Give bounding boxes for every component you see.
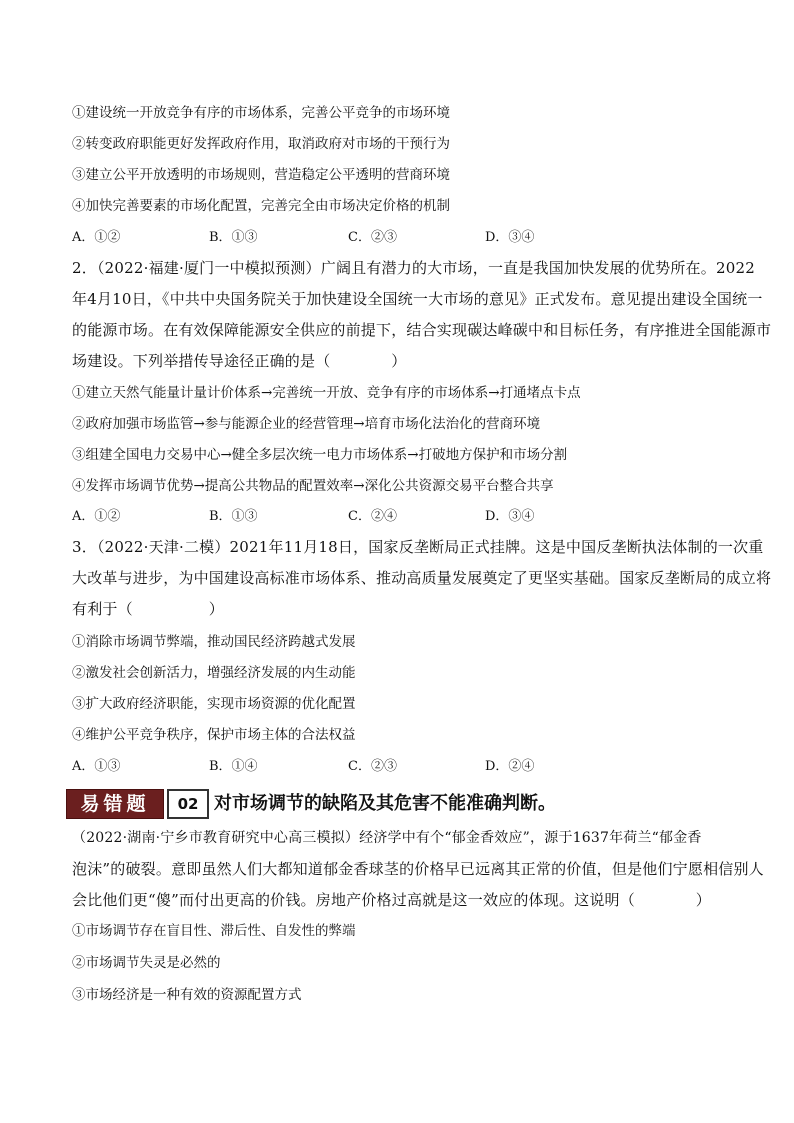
choice-c[interactable]: C．②③ <box>348 759 397 774</box>
question-text: 年4月10日，《中共中央国务院关于加快建设全国统一大市场的意见》正式发布。意见提出建设全国统一 <box>72 290 763 308</box>
option-line: ①建设统一开放竞争有序的市场体系，完善公平竞争的市场环境 <box>72 105 450 121</box>
question-text: （2022·湖南·宁乡市教育研究中心高三模拟）经济学中有个“郁金香效应”，源于1637年荷兰“郁金香 <box>72 830 702 846</box>
choice-a[interactable]: A．①③ <box>72 759 121 774</box>
option-line: ①建立天然气能量计量计价体系→完善统一开放、竞争有序的市场体系→打通堵点卡点 <box>72 385 581 401</box>
choice-d[interactable]: D．②④ <box>485 759 535 774</box>
choice-c[interactable]: C．②④ <box>348 509 397 524</box>
question-text: 会比他们更“傻”而付出更高的价钱。房地产价格过高就是这一效应的体现。这说明（ ） <box>72 891 711 909</box>
section-title: 对市场调节的缺陷及其危害不能准确判断。 <box>214 793 556 814</box>
option-line: ④维护公平竞争秩序，保护市场主体的合法权益 <box>72 727 356 743</box>
section-tag: 易错题 <box>66 789 164 819</box>
question-text: 有利于（ ） <box>72 600 225 618</box>
option-line: ②市场调节失灵是必然的 <box>72 955 221 971</box>
option-line: ①市场调节存在盲目性、滞后性、自发性的弊端 <box>72 923 356 939</box>
choice-b[interactable]: B．①④ <box>209 759 258 774</box>
question-text: 的能源市场。在有效保障能源安全供应的前提下，结合实现碳达峰碳中和目标任务，有序推进全国能源市 <box>72 321 772 339</box>
choice-a[interactable]: A．①② <box>72 230 121 245</box>
option-line: ④发挥市场调节优势→提高公共物品的配置效率→深化公共资源交易平台整合共享 <box>72 478 554 494</box>
section-header <box>66 789 706 819</box>
answer-choices <box>72 757 732 777</box>
option-line: ④加快完善要素的市场化配置，完善完全由市场决定价格的机制 <box>72 198 450 214</box>
choice-d[interactable]: D．③④ <box>485 230 535 245</box>
choice-b[interactable]: B．①③ <box>209 509 258 524</box>
answer-choices <box>72 228 732 248</box>
choice-b[interactable]: B．①③ <box>209 230 258 245</box>
option-line: ②政府加强市场监管→参与能源企业的经营管理→培育市场化法治化的营商环境 <box>72 416 541 432</box>
option-line: ②激发社会创新活力，增强经济发展的内生动能 <box>72 665 356 681</box>
choice-a[interactable]: A．①② <box>72 509 121 524</box>
option-line: ②转变政府职能更好发挥政府作用，取消政府对市场的干预行为 <box>72 136 450 152</box>
option-line: ③建立公平开放透明的市场规则，营造稳定公平透明的营商环境 <box>72 167 450 183</box>
question-text: 2．（2022·福建·厦门一中模拟预测）广阔且有潜力的大市场，一直是我国加快发展的优势所在。2022 <box>72 259 755 277</box>
option-line: ③市场经济是一种有效的资源配置方式 <box>72 987 302 1003</box>
answer-choices <box>72 507 732 527</box>
question-text: 泡沫”的破裂。意即虽然人们大都知道郁金香球茎的价格早已远离其正常的价值，但是他们宁愿相信别人 <box>72 860 764 878</box>
section-number: 02 <box>167 789 209 819</box>
question-text: 3．（2022·天津·二模）2021年11月18日，国家反垄断局正式挂牌。这是中国反垄断执法体制的一次重 <box>72 538 764 556</box>
option-line: ①消除市场调节弊端，推动国民经济跨越式发展 <box>72 634 356 650</box>
question-text: 场建设。下列举措传导途径正确的是（ ） <box>72 352 407 370</box>
choice-c[interactable]: C．②③ <box>348 230 397 245</box>
choice-d[interactable]: D．③④ <box>485 509 535 524</box>
option-line: ③扩大政府经济职能，实现市场资源的优化配置 <box>72 696 356 712</box>
question-text: 大改革与进步，为中国建设高标准市场体系、推动高质量发展奠定了更坚实基础。国家反垄断局的成立将 <box>72 569 772 587</box>
option-line: ③组建全国电力交易中心→健全多层次统一电力市场体系→打破地方保护和市场分割 <box>72 447 568 463</box>
